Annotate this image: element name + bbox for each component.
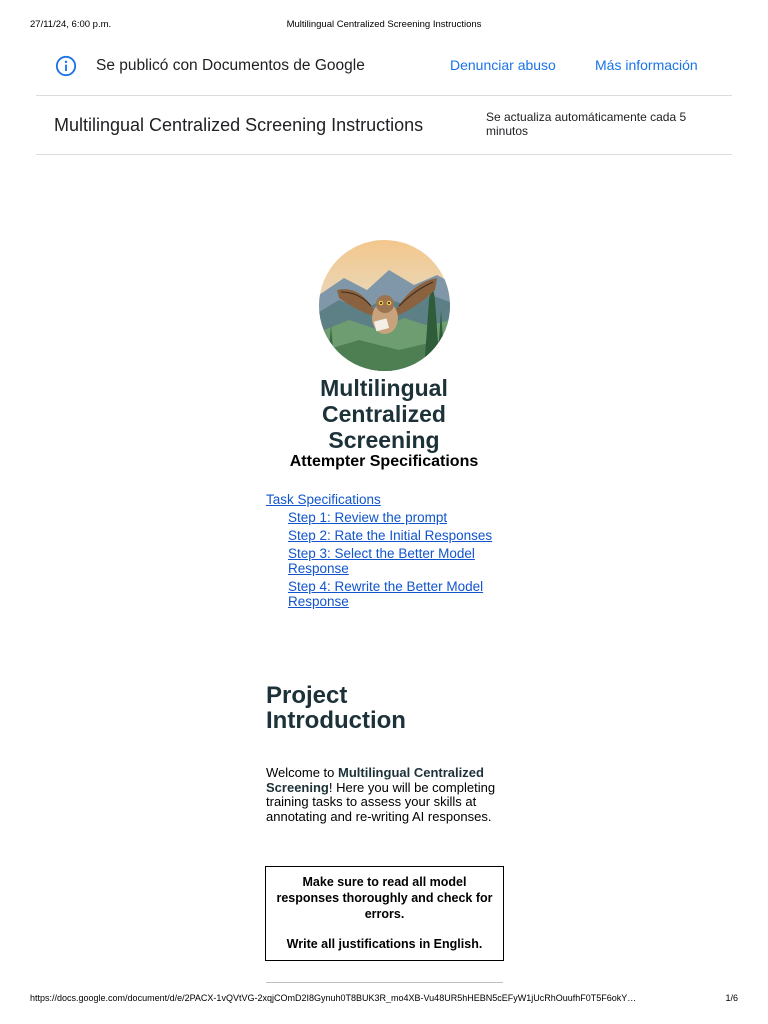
intro-prefix: Welcome to: [266, 765, 339, 780]
print-header: [30, 19, 738, 33]
section-divider: [266, 982, 503, 983]
callout-line-1: Make sure to read all model responses thoroughly and check for errors.: [276, 875, 493, 921]
doc-title: Multilingual Centralized Screening Instructions: [54, 115, 424, 135]
report-abuse-link[interactable]: Denunciar abuso: [450, 57, 556, 73]
toc-step-1[interactable]: Step 1: Review the prompt: [288, 510, 448, 525]
toc-step-4[interactable]: Step 4: Rewrite the Better Model Response: [288, 579, 484, 609]
auto-update-note: Se actualiza automáticamente cada 5 minutos: [486, 110, 687, 138]
section-heading: Project Introduction: [266, 682, 406, 734]
table-of-contents: [266, 492, 526, 609]
callout-line-2: Write all justifications in English.: [286, 937, 483, 951]
hero-title: Multilingual Centralized Screening: [320, 375, 448, 453]
intro-paragraph: [266, 766, 502, 824]
callout-box: [265, 866, 504, 961]
owl-landscape-image: [319, 240, 450, 371]
publish-message: Se publicó con Documentos de Google: [96, 57, 365, 74]
doc-header-divider: [36, 154, 732, 155]
page-number: 1/6: [725, 993, 738, 1003]
print-title: Multilingual Centralized Screening Instructions: [286, 19, 482, 30]
publish-bar: [36, 50, 732, 82]
print-url: https://docs.google.com/document/d/e/2PACX-1vQVtVG-2xqjCOmD2I8Gynuh0T8BUK3R_mo4XB-Vu48UR5hHEBN5cEFyW1jUcRhOuufhF0T5F6okY…: [30, 993, 637, 1003]
more-info-link[interactable]: Más información: [595, 57, 698, 73]
intro-suffix: ! Here you will be completing training tasks to assess your skills at annotating and re-writing AI responses.: [266, 779, 496, 824]
header-divider: [36, 95, 732, 96]
toc-step-3[interactable]: Step 3: Select the Better Model Response: [288, 546, 475, 576]
intro-project-name: Multilingual Centralized Screening: [266, 765, 484, 795]
info-icon[interactable]: [55, 55, 77, 77]
toc-step-2[interactable]: Step 2: Rate the Initial Responses: [288, 528, 493, 543]
print-date: 27/11/24, 6:00 p.m.: [30, 19, 112, 30]
toc-task-specifications[interactable]: Task Specifications: [266, 492, 381, 507]
hero-subtitle: Attempter Specifications: [289, 453, 479, 470]
